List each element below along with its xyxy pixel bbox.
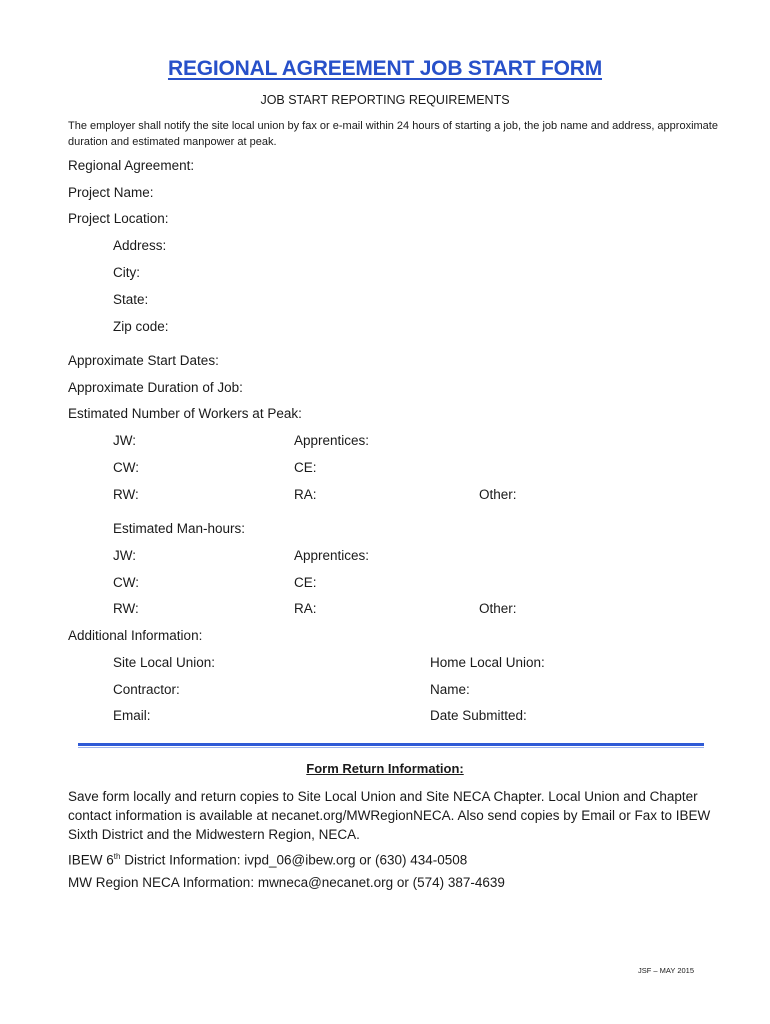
name-label: Name:: [430, 682, 470, 697]
state-label: State:: [113, 292, 149, 307]
jw-label: JW:: [113, 433, 136, 448]
project-location-label: Project Location:: [68, 211, 169, 226]
divider-shadow: [78, 747, 704, 748]
footer-code: JSF – MAY 2015: [638, 966, 695, 975]
address-label: Address:: [113, 238, 167, 253]
duration-label: Approximate Duration of Job:: [68, 380, 243, 395]
form-title: REGIONAL AGREEMENT JOB START FORM: [167, 57, 603, 80]
home-local-label: Home Local Union:: [430, 655, 545, 670]
other-label: Other:: [479, 487, 517, 502]
mh-jw-label: JW:: [113, 548, 136, 563]
mh-cw-label: CW:: [113, 575, 139, 590]
return-info-heading: Form Return Information:: [306, 761, 464, 776]
ibew-info-line: [68, 852, 467, 868]
ibew-ordinal: th: [113, 852, 121, 861]
workers-peak-label: Estimated Number of Workers at Peak:: [68, 406, 302, 421]
start-dates-label: Approximate Start Dates:: [68, 353, 219, 368]
form-subtitle: JOB START REPORTING REQUIREMENTS: [260, 93, 510, 107]
city-label: City:: [113, 265, 140, 280]
apprentices-label: Apprentices:: [294, 433, 370, 448]
ibew-prefix: IBEW 6: [68, 852, 114, 868]
return-info-body: Save form locally and return copies to Site Local Union and Site NECA Chapter. Local Union and Chapter contact information is available at necanet.org/MWRegionNECA. Also send copies by Email or Fax to IBEW Sixth District and the Midwestern Region, NECA.: [68, 789, 711, 842]
email-label: Email:: [113, 708, 151, 723]
ibew-contact: District Information: ivpd_06@ibew.org or (630) 434-0508: [120, 852, 468, 868]
intro-text: The employer shall notify the site local union by fax or e-mail within 24 hours of starting a job, the job name and address, approximate duration and estimated manpower at peak.: [68, 120, 718, 148]
project-name-label: Project Name:: [68, 185, 154, 200]
ce-label: CE:: [294, 460, 317, 475]
divider-rule: [78, 743, 704, 746]
mh-ra-label: RA:: [294, 601, 317, 616]
neca-info-line: MW Region NECA Information: mwneca@necanet.org or (574) 387-4639: [68, 875, 505, 890]
regional-agreement-label: Regional Agreement:: [68, 158, 195, 173]
contractor-label: Contractor:: [113, 682, 180, 697]
ra-label: RA:: [294, 487, 317, 502]
mh-ce-label: CE:: [294, 575, 317, 590]
mh-other-label: Other:: [479, 601, 517, 616]
mh-apprentices-label: Apprentices:: [294, 548, 370, 563]
man-hours-label: Estimated Man-hours:: [113, 521, 246, 536]
rw-label: RW:: [113, 487, 139, 502]
mh-rw-label: RW:: [113, 601, 139, 616]
site-local-label: Site Local Union:: [113, 655, 216, 670]
date-submitted-label: Date Submitted:: [430, 708, 527, 723]
additional-info-label: Additional Information:: [68, 628, 203, 643]
zip-label: Zip code:: [113, 319, 169, 334]
cw-label: CW:: [113, 460, 139, 475]
